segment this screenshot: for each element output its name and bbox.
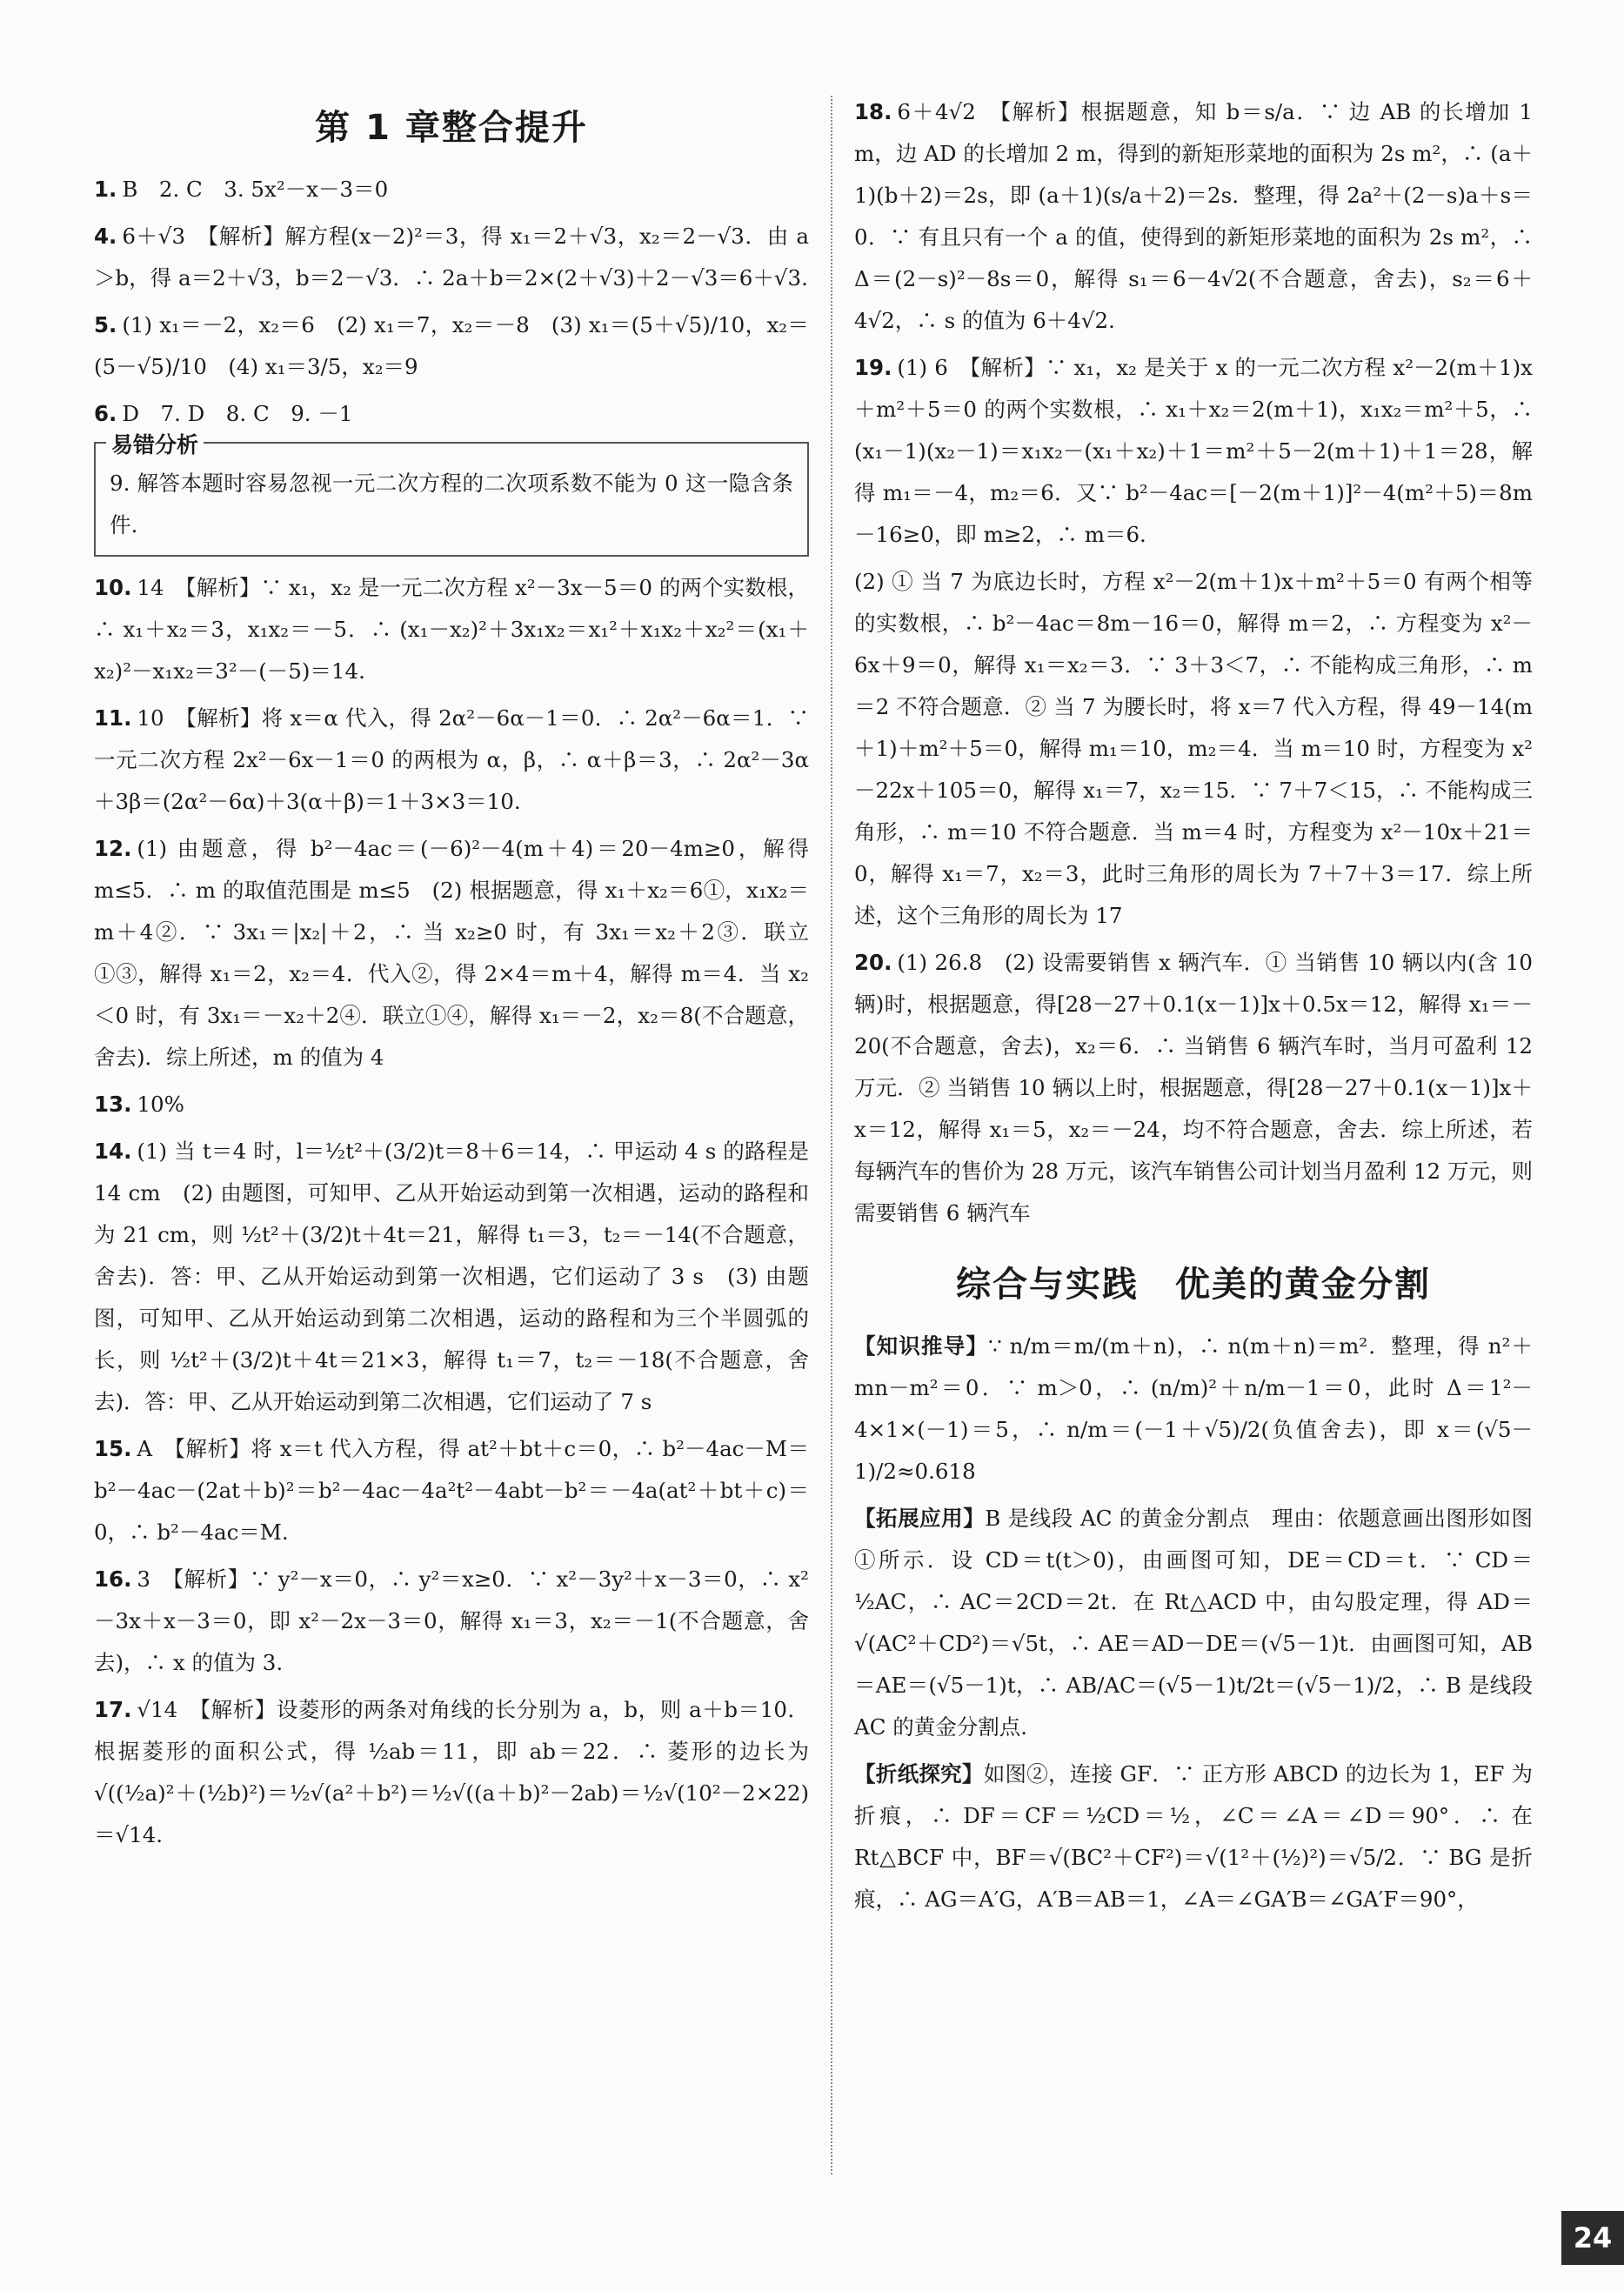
item-text: 10 【解析】将 x＝α 代入，得 2α²－6α－1＝0．∴ 2α²－6α＝1．∵ 一元二次方程 2x²－6x－1＝0 的两根为 α，β，∴ α＋β＝3，∴ 2α²－3α＋3β＝(2α²－6α)＋3(α＋β)＝1＋3×3＝10. bbox=[94, 705, 809, 814]
item-text: (1) x₁＝－2，x₂＝6 (2) x₁＝7，x₂＝－8 (3) x₁＝(5＋√5)/10，x₂＝(5－√5)/10 (4) x₁＝3/5，x₂＝9 bbox=[94, 312, 809, 379]
answer-item bbox=[94, 1559, 809, 1684]
item-text: √14 【解析】设菱形的两条对角线的长分别为 a，b，则 a＋b＝10．根据菱形的面积公式，得 ½ab＝11，即 ab＝22．∴ 菱形的边长为 √((½a)²＋(½b)²)＝½√(a²＋b²)＝½√((a＋b)²－2ab)＝½√(10²－2×22)＝√14. bbox=[94, 1697, 809, 1847]
answer-item bbox=[94, 1084, 809, 1125]
error-analysis-title: 易错分析 bbox=[106, 428, 204, 459]
chapter-title: 第 1 章整合提升 bbox=[315, 108, 588, 148]
answer-item bbox=[94, 1689, 809, 1856]
answer-item bbox=[94, 828, 809, 1079]
item-number: 15. bbox=[94, 1436, 132, 1461]
item-number: 16. bbox=[94, 1566, 132, 1592]
answer-item bbox=[854, 942, 1533, 1234]
section-paragraph bbox=[854, 1498, 1533, 1748]
item-text: (1) 由题意，得 b²－4ac＝(－6)²－4(m＋4)＝20－4m≥0，解得 m≤5．∴ m 的取值范围是 m≤5 (2) 根据题意，得 x₁＋x₂＝6①，x₁x₂＝m＋4②．∵ 3x₁＝|x₂|＋2，∴ 当 x₂≥0 时，有 3x₁＝x₂＋2③．联立①③，解得 x₁＝2，x₂＝4．代入②，得 2×4＝m＋4，解得 m＝4．当 x₂＜0 时，有 3x₁＝－x₂＋2④．联立①④，解得 x₁＝－2，x₂＝8(不合题意，舍去)．综上所述，m 的值为 4 bbox=[94, 836, 809, 1070]
item-number: 17. bbox=[94, 1697, 132, 1722]
item-number: 10. bbox=[94, 575, 132, 600]
item-number: 4. bbox=[94, 224, 117, 249]
answer-item bbox=[94, 1131, 809, 1423]
item-text: 10% bbox=[137, 1092, 184, 1117]
item-text: B 2. C 3. 5x²－x－3＝0 bbox=[122, 177, 389, 202]
item-text: (2) ① 当 7 为底边长时，方程 x²－2(m＋1)x＋m²＋5＝0 有两个相等的实数根，∴ b²－4ac＝8m－16＝0，解得 m＝2，∴ 方程变为 x²－6x＋9＝0，解得 x₁＝x₂＝3．∵ 3＋3＜7，∴ 不能构成三角形，∴ m＝2 不符合题意．② 当 7 为腰长时，将 x＝7 代入方程，得 49－14(m＋1)＋m²＋5＝0，解得 m₁＝10，m₂＝4．当 m＝10 时，方程变为 x²－22x＋105＝0，解得 x₁＝7，x₂＝15．∵ 7＋7＜15，∴ 不能构成三角形，∴ m＝10 不符合题意．当 m＝4 时，方程变为 x²－10x＋21＝0，解得 x₁＝7，x₂＝3，此时三角形的周长为 7＋7＋3＝17．综上所述，这个三角形的周长为 17 bbox=[854, 569, 1533, 928]
answer-item bbox=[94, 169, 809, 210]
item-number: 5. bbox=[94, 312, 117, 337]
item-text: 3 【解析】∵ y²－x＝0，∴ y²＝x≥0．∵ x²－3y²＋x－3＝0，∴ x²－3x＋x－3＝0，即 x²－2x－3＝0，解得 x₁＝3，x₂＝－1(不合题意，舍去)，∴ x 的值为 3. bbox=[94, 1566, 809, 1675]
left-column bbox=[94, 91, 809, 1861]
item-number: 14. bbox=[94, 1139, 132, 1164]
answer-item bbox=[94, 698, 809, 823]
item-text: 6＋√3 【解析】解方程(x－2)²＝3，得 x₁＝2＋√3，x₂＝2－√3．由 a＞b，得 a＝2＋√3，b＝2－√3．∴ 2a＋b＝2×(2＋√3)＋2－√3＝6＋√3. bbox=[94, 224, 809, 291]
section-tag: 【知识推导】 bbox=[854, 1333, 989, 1359]
section-paragraph bbox=[854, 1326, 1533, 1493]
item-number: 12. bbox=[94, 836, 132, 861]
item-text: 14 【解析】∵ x₁，x₂ 是一元二次方程 x²－3x－5＝0 的两个实数根，∴ x₁＋x₂＝3，x₁x₂＝－5．∴ (x₁－x₂)²＋3x₁x₂＝x₁²＋x₁x₂＋x₂²＝(x₁＋x₂)²－x₁x₂＝3²－(－5)＝14. bbox=[94, 575, 809, 684]
item-text: 6＋4√2 【解析】根据题意，知 b＝s/a．∵ 边 AB 的长增加 1 m，边 AD 的长增加 2 m，得到的新矩形菜地的面积为 2s m²，∴ (a＋1)(b＋2)＝2s，即 (a＋1)(s/a＋2)＝2s．整理，得 2a²＋(2－s)a＋s＝0．∵ 有且只有一个 a 的值，使得到的新矩形菜地的面积为 2s m²，∴ Δ＝(2－s)²－8s＝0，解得 s₁＝6－4√2(不合题意，舍去)，s₂＝6＋4√2，∴ s 的值为 6＋4√2. bbox=[854, 99, 1533, 333]
section-text: 如图②，连接 GF．∵ 正方形 ABCD 的边长为 1，EF 为折痕，∴ DF＝CF＝½CD＝½，∠C＝∠A＝∠D＝90°．∴ 在 Rt△BCF 中，BF＝√(BC²＋CF²)＝√(1²＋(½)²)＝√5/2．∵ BG 是折痕，∴ AG＝A′G，A′B＝AB＝1，∠A＝∠GA′B＝∠GA′F＝90°， bbox=[854, 1761, 1534, 1912]
item-text: (1) 6 【解析】∵ x₁，x₂ 是关于 x 的一元二次方程 x²－2(m＋1)x＋m²＋5＝0 的两个实数根，∴ x₁＋x₂＝2(m＋1)，x₁x₂＝m²＋5，∴ (x₁－1)(x₂－1)＝x₁x₂－(x₁＋x₂)＋1＝m²＋5－2(m＋1)＋1＝28，解得 m₁＝－4，m₂＝6．又∵ b²－4ac＝[－2(m＋1)]²－4(m²＋5)＝8m－16≥0，即 m≥2，∴ m＝6. bbox=[854, 355, 1533, 547]
answer-item bbox=[854, 347, 1533, 556]
error-analysis-text: 9. 解答本题时容易忽视一元二次方程的二次项系数不能为 0 这一隐含条件. bbox=[110, 471, 793, 538]
error-analysis-box bbox=[94, 432, 809, 557]
page-number: 24 bbox=[1561, 2211, 1624, 2265]
answer-item bbox=[94, 1428, 809, 1553]
item-number: 6. bbox=[94, 401, 117, 426]
right-column bbox=[854, 91, 1533, 1926]
section-tag: 【拓展应用】 bbox=[854, 1506, 986, 1531]
section-tag: 【折纸探究】 bbox=[854, 1761, 984, 1787]
section-paragraph bbox=[854, 1753, 1533, 1920]
column-divider bbox=[831, 96, 832, 2174]
item-text: (1) 26.8 (2) 设需要销售 x 辆汽车．① 当销售 10 辆以内(含 10 辆)时，根据题意，得[28－27＋0.1(x－1)]x＋0.5x＝12，解得 x₁＝－20(不合题意，舍去)，x₂＝6．∴ 当销售 6 辆汽车时，当月可盈利 12 万元．② 当销售 10 辆以上时，根据题意，得[28－27＋0.1(x－1)]x＋x＝12，解得 x₁＝5，x₂＝－24，均不符合题意，舍去．综上所述，若每辆汽车的售价为 28 万元，该汽车销售公司计划当月盈利 12 万元，则需要销售 6 辆汽车 bbox=[854, 950, 1533, 1226]
item-number: 1. bbox=[94, 177, 117, 202]
answer-item bbox=[854, 561, 1533, 937]
item-number: 11. bbox=[94, 705, 132, 731]
item-number: 20. bbox=[854, 950, 892, 975]
item-number: 13. bbox=[94, 1092, 132, 1117]
section-title: 综合与实践 优美的黄金分割 bbox=[956, 1265, 1431, 1305]
answer-item bbox=[854, 91, 1533, 342]
section-text: B 是线段 AC 的黄金分割点 理由：依题意画出图形如图①所示．设 CD＝t(t＞0)，由画图可知，DE＝CD＝t．∵ CD＝½AC，∴ AC＝2CD＝2t．在 Rt△ACD 中，由勾股定理，得 AD＝√(AC²＋CD²)＝√5t，∴ AE＝AD－DE＝(√5－1)t．由画图可知，AB＝AE＝(√5－1)t，∴ AB/AC＝(√5－1)t/2t＝(√5－1)/2，∴ B 是线段 AC 的黄金分割点. bbox=[854, 1506, 1534, 1740]
item-number: 18. bbox=[854, 99, 892, 124]
item-text: A 【解析】将 x＝t 代入方程，得 at²＋bt＋c＝0，∴ b²－4ac－M＝b²－4ac－(2at＋b)²＝b²－4ac－4a²t²－4abt－b²＝－4a(at²＋bt＋c)＝0，∴ b²－4ac＝M. bbox=[94, 1436, 809, 1545]
answer-item bbox=[94, 216, 809, 299]
item-number: 19. bbox=[854, 355, 892, 380]
item-text: (1) 当 t＝4 时，l＝½t²＋(3/2)t＝8＋6＝14，∴ 甲运动 4 s 的路程是 14 cm (2) 由题图，可知甲、乙从开始运动到第一次相遇，运动的路程和为 21 cm，则 ½t²＋(3/2)t＋4t＝21，解得 t₁＝3，t₂＝－14(不合题意，舍去)．答：甲、乙从开始运动到第一次相遇，它们运动了 3 s (3) 由题图，可知甲、乙从开始运动到第二次相遇，运动的路程和为三个半圆弧的长，则 ½t²＋(3/2)t＋4t＝21×3，解得 t₁＝7，t₂＝－18(不合题意，舍去)．答：甲、乙从开始运动到第二次相遇，它们运动了 7 s bbox=[94, 1139, 809, 1414]
answer-item bbox=[94, 304, 809, 388]
answer-item bbox=[94, 567, 809, 692]
item-text: D 7. D 8. C 9. －1 bbox=[122, 401, 353, 426]
section-text: ∵ n/m＝m/(m＋n)，∴ n(m＋n)＝m²．整理，得 n²＋mn－m²＝0．∵ m＞0，∴ (n/m)²＋n/m－1＝0，此时 Δ＝1²－4×1×(－1)＝5，∴ n/m＝(－1＋√5)/2(负值舍去)，即 x＝(√5－1)/2≈0.618 bbox=[854, 1333, 1534, 1484]
